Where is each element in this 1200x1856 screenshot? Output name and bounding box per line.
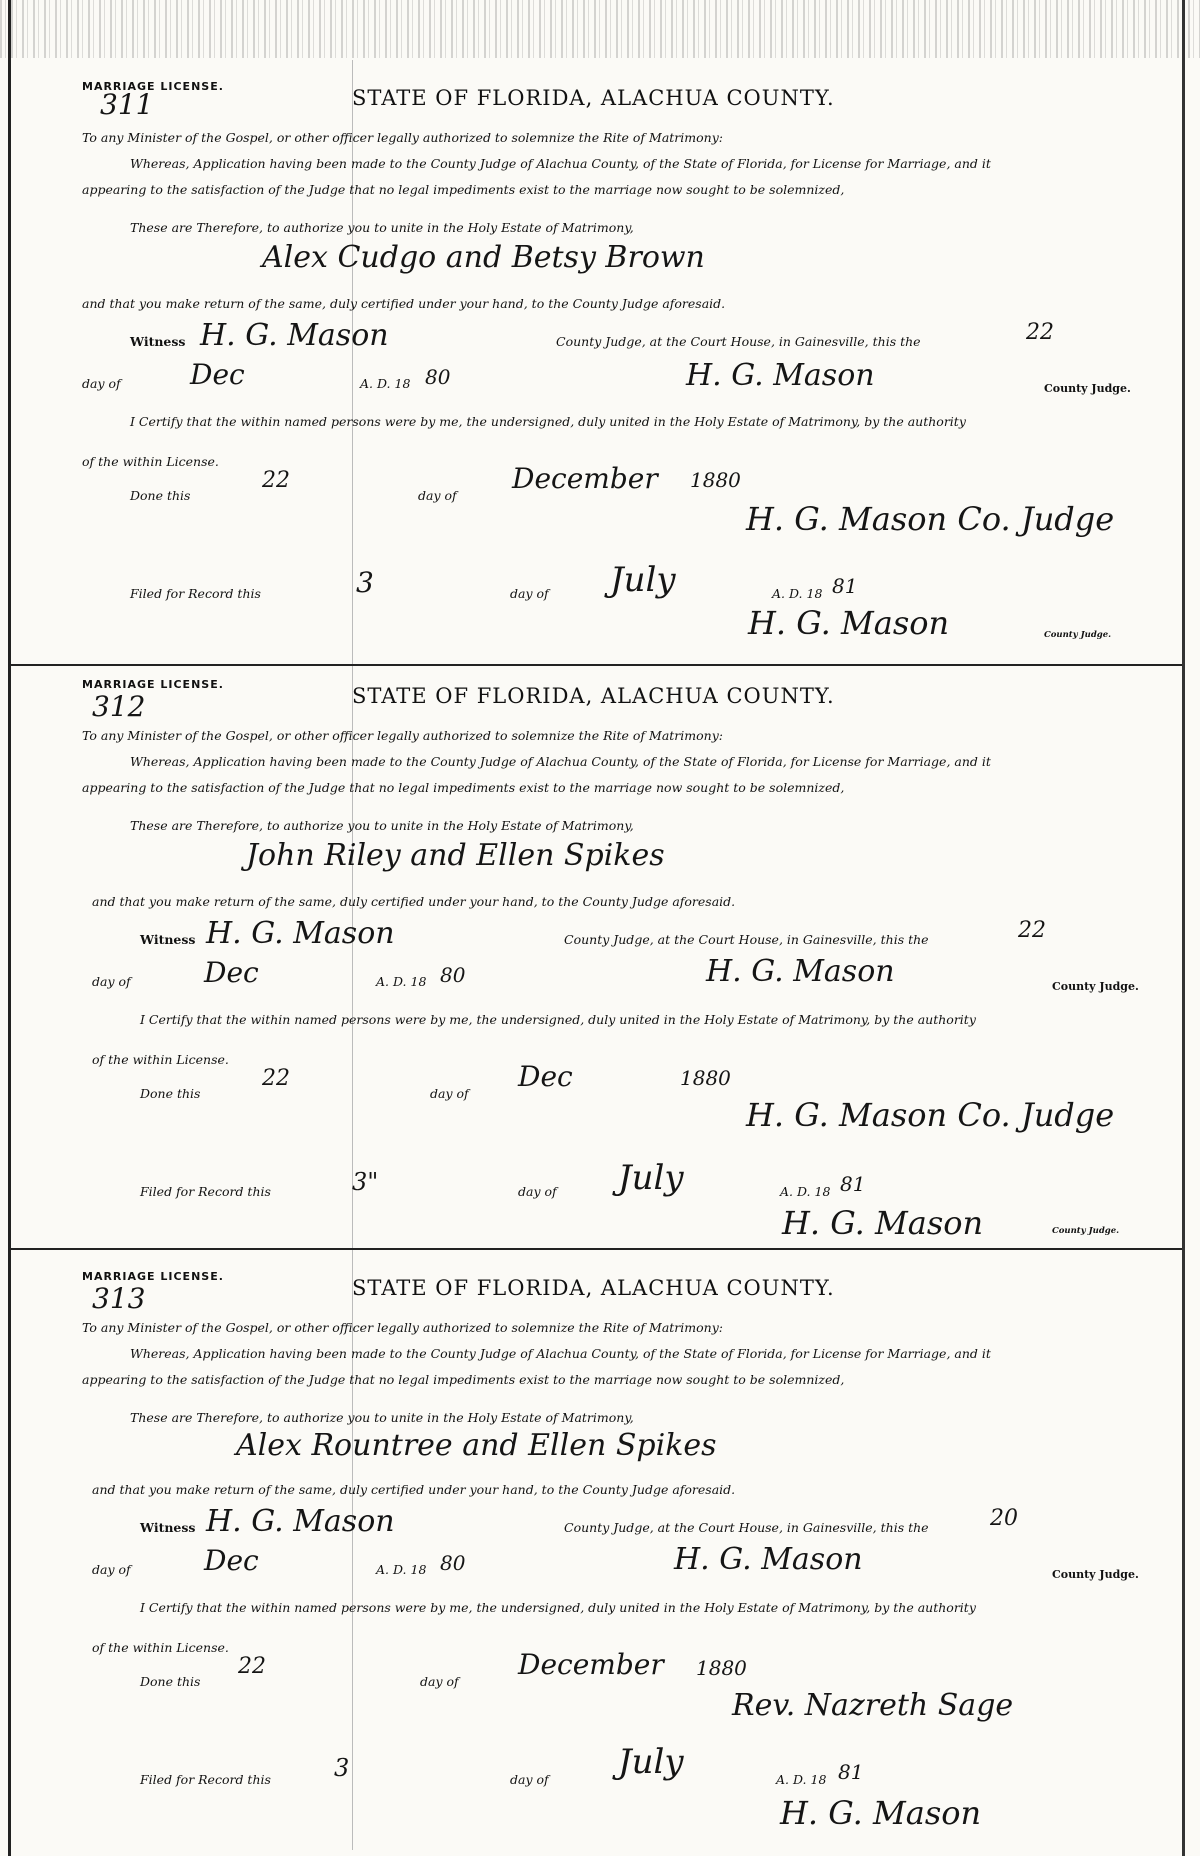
witness-name: H. G. Mason xyxy=(200,318,389,353)
license-number: 312 xyxy=(92,690,146,723)
appearing-text: appearing to the satisfaction of the Judge that no legal impediments exist to the marriage now sought to be solemnized, xyxy=(82,182,845,197)
filed-day-of-label: day of xyxy=(510,586,549,601)
license-month: Dec xyxy=(204,956,259,989)
done-day: 22 xyxy=(262,1066,290,1091)
license-year: 80 xyxy=(425,365,451,389)
return-text: and that you make return of the same, duly certified under your hand, to the County Judge aforesaid. xyxy=(92,894,736,909)
filed-day: 3" xyxy=(352,1168,379,1196)
judge-signature: H. G. Mason xyxy=(674,1542,863,1577)
court-day: 20 xyxy=(990,1506,1018,1531)
filed-for-record-label: Filed for Record this xyxy=(140,1184,271,1199)
done-day-of-label: day of xyxy=(418,488,457,503)
filed-day-of-label: day of xyxy=(518,1184,557,1199)
certify-text: I Certify that the within named persons were by me, the undersigned, duly united in the Holy Estate of Matrimony, by the authority xyxy=(140,1012,976,1027)
done-this-label: Done this xyxy=(130,488,191,503)
done-this-label: Done this xyxy=(140,1086,201,1101)
judge-signature: H. G. Mason xyxy=(686,358,875,393)
right-border-line xyxy=(1182,0,1185,1856)
officiant-signature: H. G. Mason Co. Judge xyxy=(746,1096,1115,1134)
court-house-text: County Judge, at the Court House, in Gainesville, this the xyxy=(564,1520,929,1535)
these-are-therefore-text: These are Therefore, to authorize you to unite in the Holy Estate of Matrimony, xyxy=(130,220,634,235)
within-license-text: of the within License. xyxy=(92,1640,229,1655)
certify-text: I Certify that the within named persons were by me, the undersigned, duly united in the Holy Estate of Matrimony, by the authority xyxy=(130,414,966,429)
within-license-text: of the within License. xyxy=(82,454,219,469)
witness-name: H. G. Mason xyxy=(206,916,395,951)
return-text: and that you make return of the same, duly certified under your hand, to the County Judge aforesaid. xyxy=(92,1482,736,1497)
county-judge-label: County Judge. xyxy=(1044,382,1131,395)
filed-day: 3 xyxy=(334,1754,350,1782)
license-month: Dec xyxy=(204,1544,259,1577)
done-this-label: Done this xyxy=(140,1674,201,1689)
done-month: Dec xyxy=(518,1060,573,1093)
filed-day-of-label: day of xyxy=(510,1772,549,1787)
done-month: December xyxy=(518,1648,664,1681)
ad-label: A. D. 18 xyxy=(376,1562,427,1577)
filed-year: 81 xyxy=(840,1172,866,1196)
witness-label: Witness xyxy=(140,1520,196,1535)
filed-month: July xyxy=(618,1742,684,1782)
within-license-text: of the within License. xyxy=(92,1052,229,1067)
ad-label: A. D. 18 xyxy=(376,974,427,989)
done-day: 22 xyxy=(238,1654,266,1679)
county-judge-label: County Judge. xyxy=(1052,1568,1139,1581)
return-text: and that you make return of the same, duly certified under your hand, to the County Judge aforesaid. xyxy=(82,296,726,311)
license-month: Dec xyxy=(190,358,245,391)
license-header-label: MARRIAGE LICENSE. xyxy=(82,80,224,93)
filed-ad-label: A. D. 18 xyxy=(776,1772,827,1787)
license-header-label: MARRIAGE LICENSE. xyxy=(82,678,224,691)
court-house-text: County Judge, at the Court House, in Gainesville, this the xyxy=(564,932,929,947)
license-separator xyxy=(10,664,1182,666)
done-day: 22 xyxy=(262,468,290,493)
left-border-line xyxy=(8,0,11,1856)
filed-month: July xyxy=(618,1158,684,1198)
county-judge-label: County Judge. xyxy=(1052,980,1139,993)
court-house-text: County Judge, at the Court House, in Gainesville, this the xyxy=(556,334,921,349)
filed-signature: H. G. Mason xyxy=(782,1204,984,1242)
filed-month: July xyxy=(610,560,676,600)
filed-signature: H. G. Mason xyxy=(780,1794,982,1832)
whereas-text: Whereas, Application having been made to the County Judge of Alachua County, of the State of Florida, for License for Marriage, and it xyxy=(130,1346,991,1361)
appearing-text: appearing to the satisfaction of the Judge that no legal impediments exist to the marriage now sought to be solemnized, xyxy=(82,780,845,795)
done-day-of-label: day of xyxy=(430,1086,469,1101)
filed-ad-label: A. D. 18 xyxy=(772,586,823,601)
to-any-minister-text: To any Minister of the Gospel, or other officer legally authorized to solemnize the Rite of Matrimony: xyxy=(82,728,723,743)
scan-top-edge xyxy=(0,0,1200,58)
officiant-signature: Rev. Nazreth Sage xyxy=(732,1688,1014,1723)
filed-signature: H. G. Mason xyxy=(748,604,950,642)
license-separator xyxy=(10,1248,1182,1250)
whereas-text: Whereas, Application having been made to the County Judge of Alachua County, of the State of Florida, for License for Marriage, and it xyxy=(130,156,991,171)
judge-signature: H. G. Mason xyxy=(706,954,895,989)
done-year: 1880 xyxy=(696,1656,747,1680)
license-year: 80 xyxy=(440,1551,466,1575)
to-any-minister-text: To any Minister of the Gospel, or other officer legally authorized to solemnize the Rite of Matrimony: xyxy=(82,130,723,145)
court-day: 22 xyxy=(1026,320,1054,345)
officiant-signature: H. G. Mason Co. Judge xyxy=(746,500,1115,538)
license-header-label: MARRIAGE LICENSE. xyxy=(82,1270,224,1283)
court-day: 22 xyxy=(1018,918,1046,943)
appearing-text: appearing to the satisfaction of the Judge that no legal impediments exist to the marriage now sought to be solemnized, xyxy=(82,1372,845,1387)
license-title: STATE OF FLORIDA, ALACHUA COUNTY. xyxy=(352,86,835,110)
certify-text: I Certify that the within named persons were by me, the undersigned, duly united in the Holy Estate of Matrimony, by the authority xyxy=(140,1600,976,1615)
witness-name: H. G. Mason xyxy=(206,1504,395,1539)
witness-label: Witness xyxy=(130,334,186,349)
license-title: STATE OF FLORIDA, ALACHUA COUNTY. xyxy=(352,1276,835,1300)
license-title: STATE OF FLORIDA, ALACHUA COUNTY. xyxy=(352,684,835,708)
license-number: 313 xyxy=(92,1282,146,1315)
whereas-text: Whereas, Application having been made to the County Judge of Alachua County, of the State of Florida, for License for Marriage, and it xyxy=(130,754,991,769)
to-any-minister-text: To any Minister of the Gospel, or other officer legally authorized to solemnize the Rite of Matrimony: xyxy=(82,1320,723,1335)
couple-names: Alex Cudgo and Betsy Brown xyxy=(262,240,705,275)
these-are-therefore-text: These are Therefore, to authorize you to unite in the Holy Estate of Matrimony, xyxy=(130,1410,634,1425)
filed-county-judge-label: County Judge. xyxy=(1052,1226,1120,1236)
filed-county-judge-label: County Judge. xyxy=(1044,630,1112,640)
done-year: 1880 xyxy=(690,468,741,492)
filed-year: 81 xyxy=(838,1760,864,1784)
filed-for-record-label: Filed for Record this xyxy=(130,586,261,601)
filed-for-record-label: Filed for Record this xyxy=(140,1772,271,1787)
couple-names: John Riley and Ellen Spikes xyxy=(246,838,665,873)
couple-names: Alex Rountree and Ellen Spikes xyxy=(236,1428,717,1463)
filed-year: 81 xyxy=(832,574,858,598)
license-number: 311 xyxy=(100,88,154,121)
day-of-label: day of xyxy=(82,376,121,391)
witness-label: Witness xyxy=(140,932,196,947)
day-of-label: day of xyxy=(92,1562,131,1577)
ad-label: A. D. 18 xyxy=(360,376,411,391)
filed-ad-label: A. D. 18 xyxy=(780,1184,831,1199)
day-of-label: day of xyxy=(92,974,131,989)
done-day-of-label: day of xyxy=(420,1674,459,1689)
license-year: 80 xyxy=(440,963,466,987)
done-year: 1880 xyxy=(680,1066,731,1090)
done-month: December xyxy=(512,462,658,495)
filed-day: 3 xyxy=(356,566,374,599)
these-are-therefore-text: These are Therefore, to authorize you to unite in the Holy Estate of Matrimony, xyxy=(130,818,634,833)
